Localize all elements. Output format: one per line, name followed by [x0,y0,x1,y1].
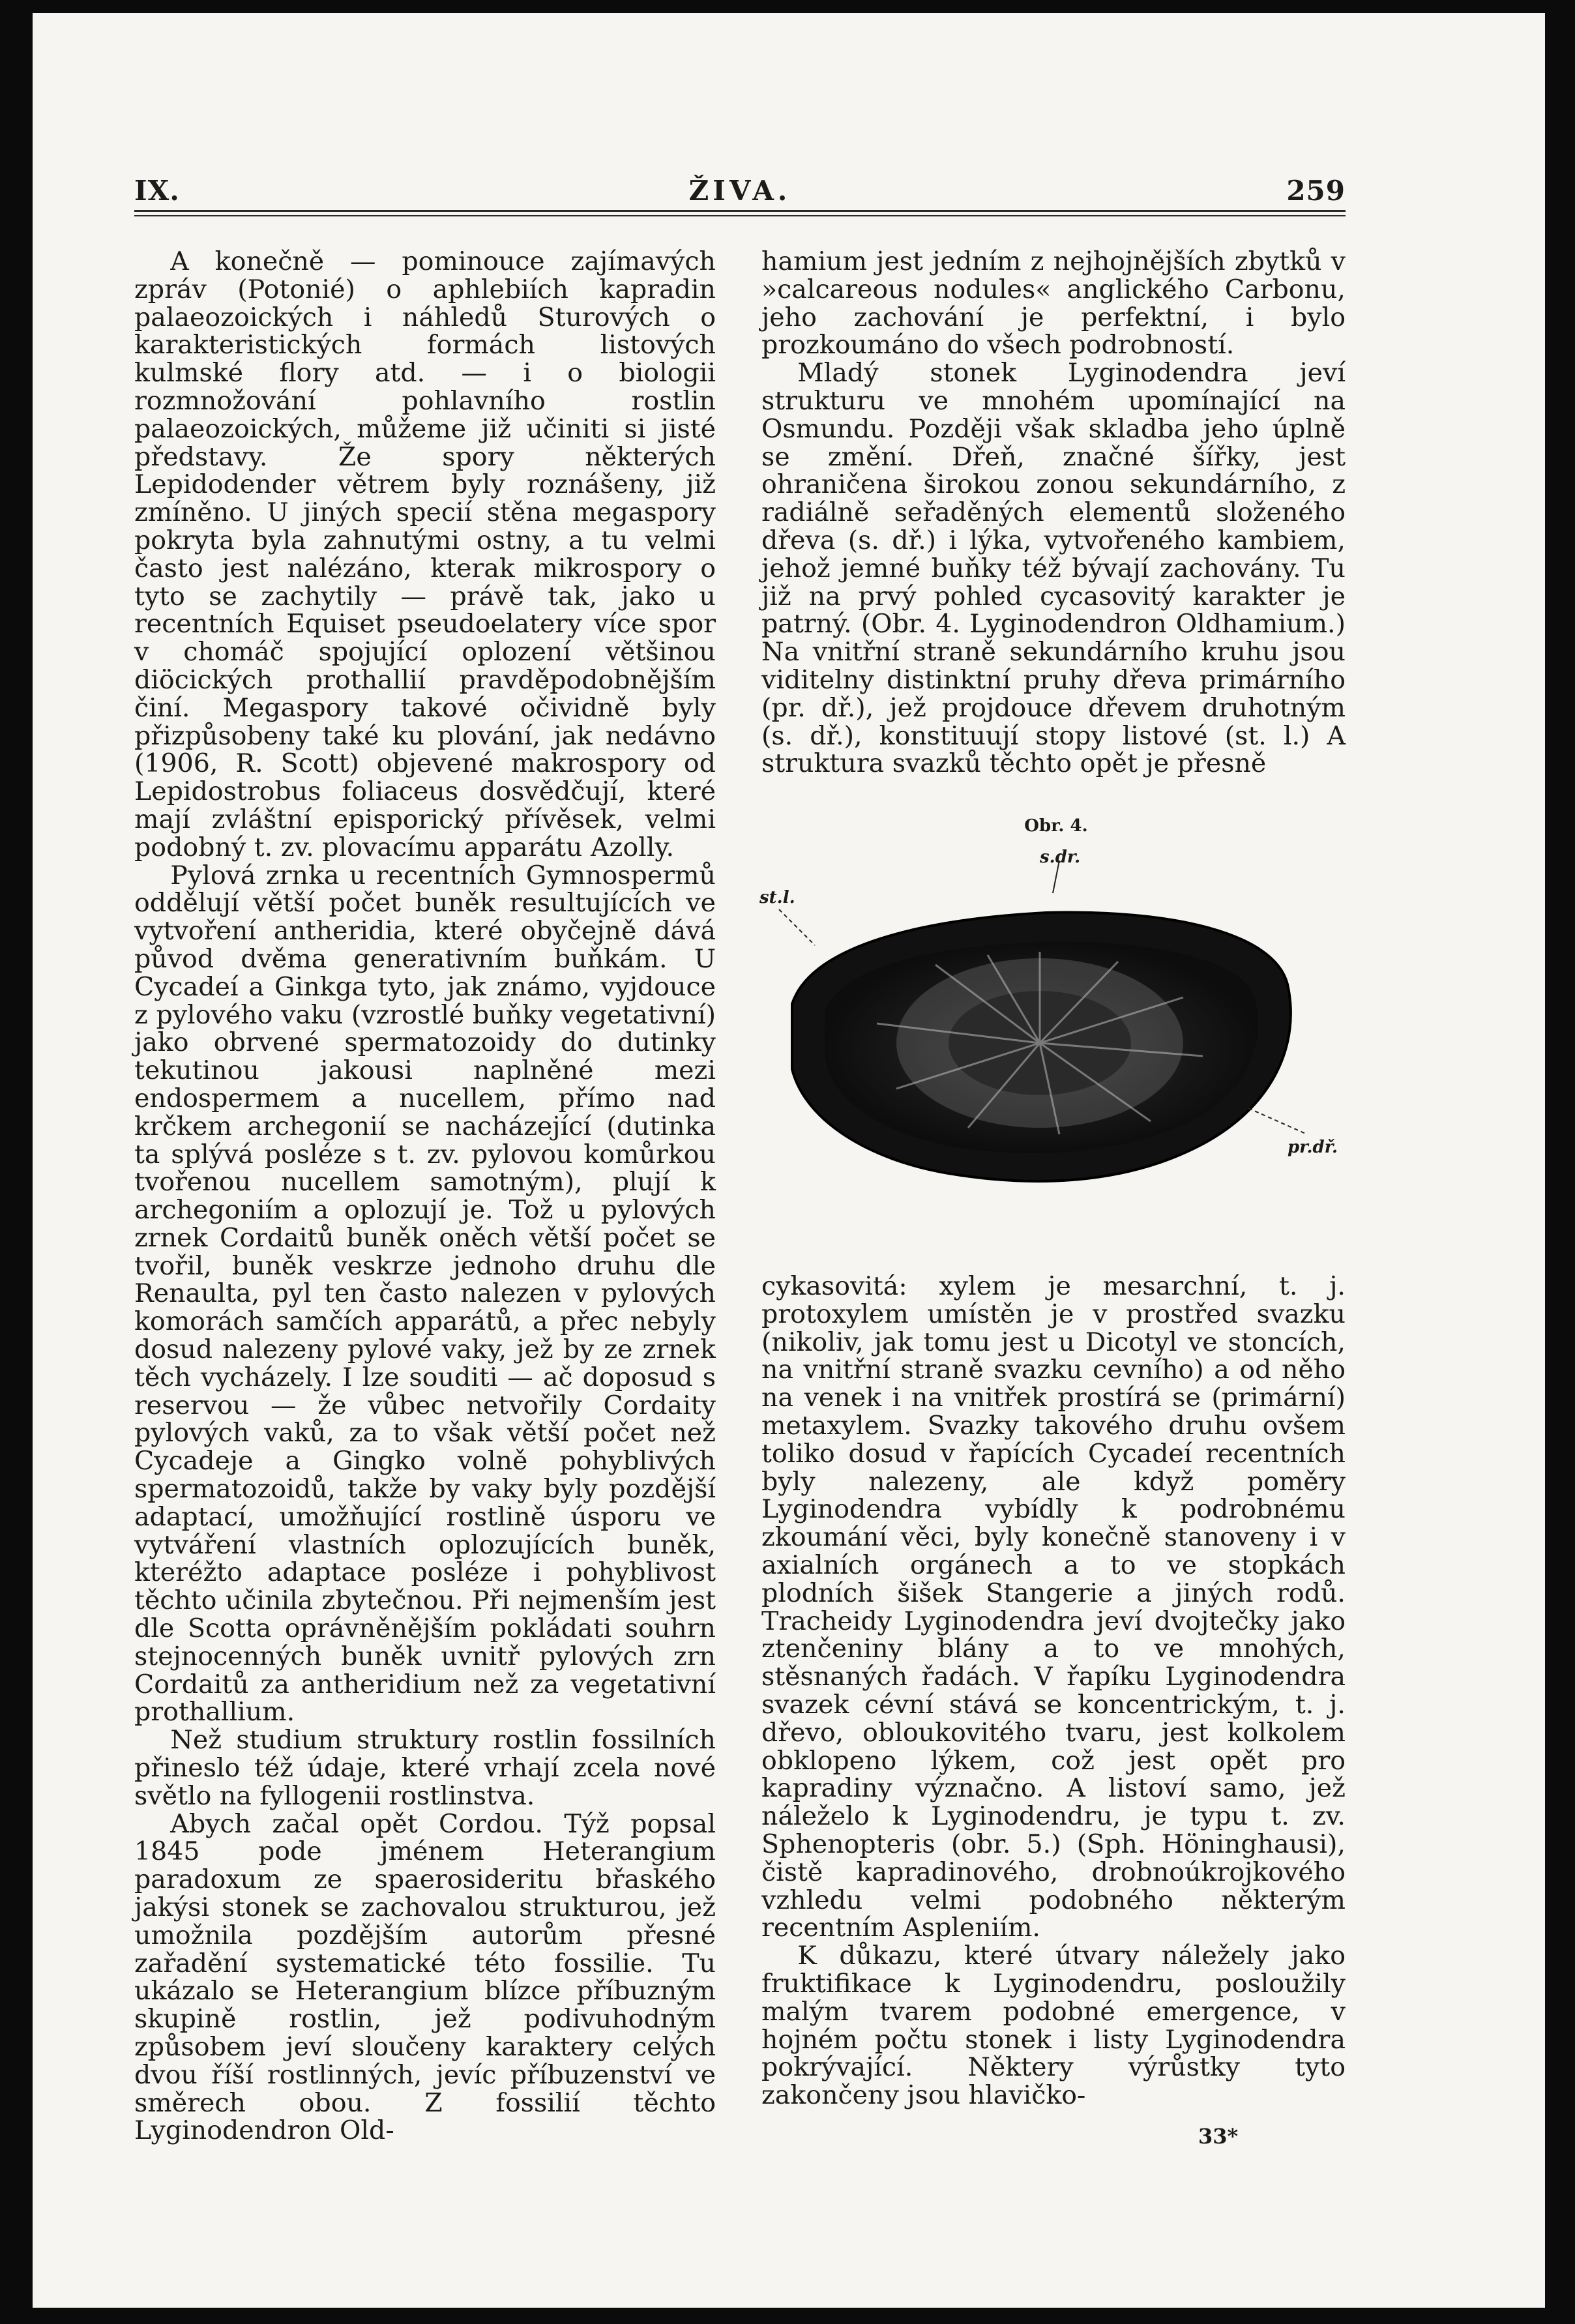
paragraph: K důkazu, které útvary náležely jako fruktifikace k Lyginodendru, posloužily malým tvarem podobné emergence, v hojném počtu stonek i listy Lyginodendra pokrývající. Některy výrůstky tyto zakončeny jsou hlavičko- [761,1941,1346,2111]
paragraph: Pylová zrnka u recentních Gymnospermů oddělují větší počet buněk resultujících ve vytvoření antheridia, které obyčejně dává původ dvěma generativním buňkám. U Cycadeí a Ginkga tyto, jak známo, vyjdouce z pylového vaku (vzrostlé buňky vegetativní) jako obrvené spermatozoidy do dutinky tekutinou jakousi naplněné mezi endospermem a nucellem, přímo nad krčkem archegonií se nacházející (dutinka ta splývá posléze s t. zv. pylovou komůrkou tvořenou nucellem samotným), plují k archegoniím a oplozují je. Tož u pylových zrnek Cordaitů buněk oněch větší počet se tvořil, buněk veskrze jednoho druhu dle Renaulta, pyl ten často nalezen v pylových komorách samčích apparátů, a přec nebyly dosud nalezeny pylové vaky, jež by ze zrnek těch vycházely. I lze souditi — ač doposud s reservou — že vůbec netvořily Cordaity pylových vaků, za to však větší počet než Cycadeje a Gingko volně pohyblivých spermatozoidů, takže by vaky byly pozdější adaptací, umožňující rostlině úsporu ve vytváření vlastních oplozujících buněk, kteréžto adaptace posléze i pohyblivost těchto učinila zbytečnou. Při nejmenším jest dle Scotta oprávněnějším pokládati souhrn stejnocenných buněk uvnitř pylových zrn Cordaitů za antheridium než za vegetativní prothallium. [134,860,716,1728]
right-column-top [761,248,1346,778]
paragraph: cykasovitá: xylem je mesarchní, t. j. protoxylem umístěn je v prostřed svazku (nikoliv, jak tomu jest u Dicotyl ve stoncích, na vnitřní straně svazku cevního) a od něho na venek i na vnitřek prostírá se (primární) metaxylem. Svazky takového druhu ovšem toliko dosud v řapících Cycadeí recentních byly nalezeny, ale když poměry Lyginodendra vybídly k podrobnému zkoumání věci, byly konečně stanoveny i v axialních orgánech a to ve stopkách plodních šišek Stangerie a jiných rodů. Tracheidy Lyginodendra jeví dvojtečky jako ztenčeniny blány a to ve mnohých, stěsnaných řadách. V řapíku Lyginodendra svazek cévní stává se koncentrickým, t. j. dřevo, obloukovitého tvaru, jest kolkolem obklopeno lýkem, což jest opět pro kapradiny význačno. A listoví samo, jež náleželo k Lyginodendru, je typu t. zv. Sphenopteris (obr. 5.) (Sph. Höninghausi), čistě kapradinového, drobnoúkrojkového vzhledu velmi podobného některým recentním Aspleniím. [761,1271,1346,1943]
label-st-l: st.l. [759,888,795,907]
paragraph: Než studium struktury rostlin fossilních přineslo též údaje, které vrhají zcela nové světlo na fyllogenii rostlinstva. [134,1725,716,1811]
left-column [134,248,716,2145]
paragraph: Abych začal opět Cordou. Týž popsal 1845 pode jménem Heterangium paradoxum ze spaerosideritu břaského jakýsi stonek se zachovalou strukturou, jež umožnila pozdějším autorům přesné zařadění systematické této fossilie. Tu ukázalo se Heterangium blízce příbuzným skupině rostlin, jež podivuhodným způsobem jeví sloučeny karaktery celých dvou říší rostlinných, jevíc příbuzenství ve směrech obou. Z fossilií těchto Lyginodendron Old- [134,1808,716,2146]
printer-signature: 33* [1198,2124,1239,2149]
header-rule-bottom [134,215,1346,216]
right-column-bottom [761,1272,1346,2110]
figure-lyginodendron-cross-section [753,847,1340,1239]
page-header [134,162,1346,209]
label-s-dr: s.dr. [1040,847,1081,867]
figure-caption: Obr. 4. [1024,816,1088,836]
volume-number: IX. [134,175,180,207]
paragraph: Mladý stonek Lyginodendra jeví strukturu ve mnohém upomínající na Osmundu. Později však skladba jeho úplně se změní. Dřeň, značné šířky, jest ohraničena širokou zonou sekundárního, z radiálně seřaděných elementů složeného dřeva (s. dř.) i lýka, vytvořeného kambiem, jehož jemné buňky též bývají zachovány. Tu již na prvý pohled cycasovitý karakter je patrný. (Obr. 4. Lyginodendron Oldhamium.) Na vnitřní straně sekundárního kruhu jsou viditelny distinktní pruhy dřeva primárního (pr. dř.), jež projdouce dřevem druhotným (s. dř.), konstituují stopy listové (st. l.) A struktura svazků těchto opět je přesně [761,358,1346,779]
paragraph: hamium jest jedním z nejhojnějších zbytků v »calcareous nodules« anglického Carbonu, jeho zachování je perfektní, i bylo prozkoumáno do všech podrobností. [761,246,1346,360]
stem-cross-section-illustration [753,847,1340,1239]
label-pr-dr: pr.dř. [1288,1138,1338,1157]
page-number: 259 [1286,175,1346,207]
journal-title: ŽIVA. [688,175,791,207]
header-rule-top [134,210,1346,212]
paragraph: A konečně — pominouce zajímavých zpráv (Potonié) o aphlebiích kapradin palaeozoických i náhledů Sturových o karakteristických formách listových kulmské flory atd. — i o biologii rozmnožování pohlavního rostlin palaeozoických, můžeme již učiniti si jisté představy. Že spory některých Lepidodender větrem byly roznášeny, již zmíněno. U jiných specií stěna megaspory pokryta byla zahnutými ostny, a tu velmi často jest nalézáno, kterak mikrospory o tyto se zachytily — právě tak, jako u recentních Equiset pseudoelatery více spor v chomáč spojující oplození většinou diöcických prothallií pravděpodobnějším činí. Megaspory takové očividně byly přizpůsobeny také ku plování, jak nedávno (1906, R. Scott) objevené makrospory od Lepidostrobus foliaceus dosvědčují, které mají zvláštní episporický přívěsek, velmi podobný t. zv. plovacímu apparátu Azolly. [134,246,716,862]
